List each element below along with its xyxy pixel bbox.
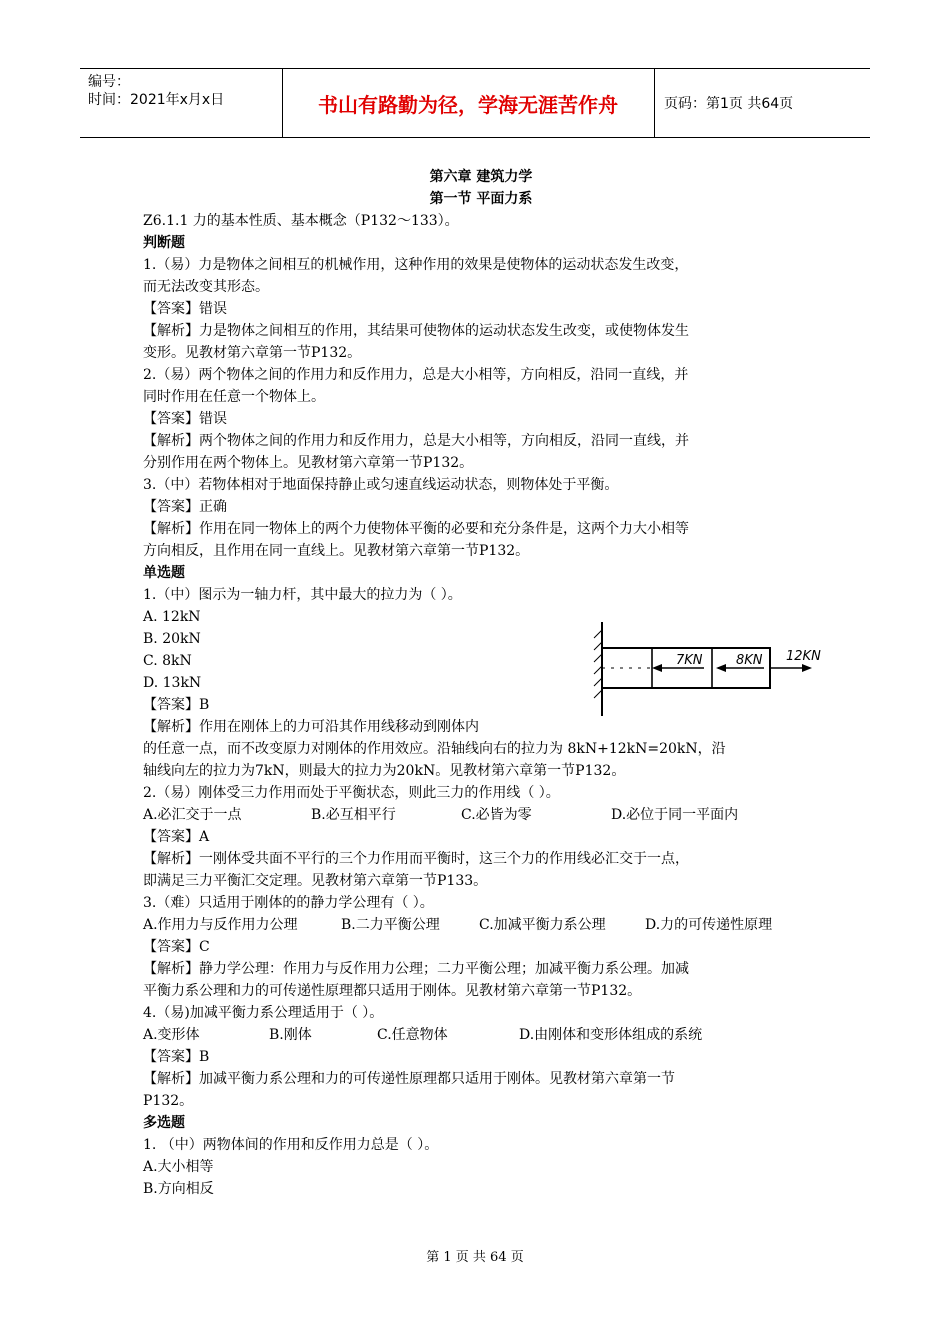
option-item: B.二力平衡公理 bbox=[341, 917, 440, 933]
time-label: 时间：2021年x月x日 bbox=[88, 92, 225, 108]
text-line: A.大小相等 bbox=[143, 1159, 214, 1175]
text-line: 【答案】C bbox=[143, 939, 210, 955]
text-line: 同时作用在任意一个物体上。 bbox=[143, 389, 325, 405]
header-left bbox=[88, 73, 224, 109]
section-heading: 多选题 bbox=[143, 1115, 185, 1131]
text-line: 平衡力系公理和力的可传递性原理都只适用于刚体。见教材第六章第一节P132。 bbox=[143, 983, 642, 999]
text-line: A. 12kN bbox=[143, 609, 201, 625]
text-line: 【答案】正确 bbox=[143, 499, 227, 515]
option-item: D.力的可传递性原理 bbox=[645, 917, 773, 933]
number-label: 编号： bbox=[88, 74, 130, 90]
option-item: A.变形体 bbox=[143, 1027, 200, 1043]
arrowhead bbox=[652, 664, 662, 672]
text-line: 分别作用在两个物体上。见教材第六章第一节P132。 bbox=[143, 455, 474, 471]
text-line: 【解析】一刚体受共面不平行的三个力作用而平衡时，这三个力的作用线必汇交于一点， bbox=[143, 851, 689, 867]
text-line: 方向相反，且作用在同一直线上。见教材第六章第一节P132。 bbox=[143, 543, 530, 559]
text-line: P132。 bbox=[143, 1093, 194, 1109]
text-line: 【答案】B bbox=[143, 1049, 210, 1065]
option-item: A.必汇交于一点 bbox=[143, 807, 242, 823]
option-row bbox=[143, 914, 819, 936]
text-line: 【答案】B bbox=[143, 697, 210, 713]
text-line: 【解析】加减平衡力系公理和力的可传递性原理都只适用于刚体。见教材第六章第一节 bbox=[143, 1071, 675, 1087]
text-line: 【解析】两个物体之间的作用力和反作用力，总是大小相等，方向相反，沿同一直线，并 bbox=[143, 433, 689, 449]
text-line: D. 13kN bbox=[143, 675, 202, 691]
force-label-12kn: 12KN bbox=[786, 649, 821, 664]
text-line: 轴线向左的拉力为7kN，则最大的拉力为20kN。见教材第六章第一节P132。 bbox=[143, 763, 626, 779]
arrowhead bbox=[716, 664, 726, 672]
text-line: Z6.1.1 力的基本性质、基本概念（P132～133）。 bbox=[143, 213, 459, 229]
wall-hatching bbox=[594, 630, 602, 698]
text-line: B.方向相反 bbox=[143, 1181, 214, 1197]
header-divider bbox=[654, 69, 655, 137]
text-line: 而无法改变其形态。 bbox=[143, 279, 269, 295]
option-item: A.作用力与反作用力公理 bbox=[143, 917, 298, 933]
page-header bbox=[80, 68, 870, 138]
text-line: 的任意一点，而不改变原力对刚体的作用效应。沿轴线向右的拉力为 8kN+12kN=20kN，沿 bbox=[143, 741, 726, 757]
page-footer: 第 1 页 共 64 页 bbox=[426, 1250, 524, 1265]
section-heading: 判断题 bbox=[143, 235, 185, 251]
header-page-info: 页码：第1页 共64页 bbox=[664, 96, 794, 112]
option-item: B.必互相平行 bbox=[311, 807, 396, 823]
text-line: 【答案】错误 bbox=[143, 411, 227, 427]
section-heading: 单选题 bbox=[143, 565, 185, 581]
option-row bbox=[143, 804, 819, 826]
axial-bar-figure bbox=[592, 620, 854, 720]
text-line: 1.（中）图示为一轴力杆，其中最大的拉力为（ ）。 bbox=[143, 587, 462, 603]
text-line: 变形。见教材第六章第一节P132。 bbox=[143, 345, 362, 361]
arrowhead bbox=[802, 664, 812, 672]
force-label-7kn: 7KN bbox=[676, 653, 703, 668]
text-line: 4.（易)加减平衡力系公理适用于（ ）。 bbox=[143, 1005, 384, 1021]
text-line: 3.（中）若物体相对于地面保持静止或匀速直线运动状态，则物体处于平衡。 bbox=[143, 477, 619, 493]
text-line: 3.（难）只适用于刚体的的静力学公理有（ ）。 bbox=[143, 895, 434, 911]
text-line: 即满足三力平衡汇交定理。见教材第六章第一节P133。 bbox=[143, 873, 488, 889]
chapter-title: 第一节 平面力系 bbox=[429, 191, 533, 207]
text-line: 1.（易）力是物体之间相互的机械作用，这种作用的效果是使物体的运动状态发生改变， bbox=[143, 257, 689, 273]
text-line: 1. （中）两物体间的作用和反作用力总是（ ）。 bbox=[143, 1137, 439, 1153]
text-line: 【解析】静力学公理：作用力与反作用力公理；二力平衡公理；加减平衡力系公理。加减 bbox=[143, 961, 689, 977]
option-item: C.必皆为零 bbox=[461, 807, 532, 823]
text-line: C. 8kN bbox=[143, 653, 192, 669]
option-item: B.刚体 bbox=[269, 1027, 312, 1043]
option-item: C.任意物体 bbox=[377, 1027, 448, 1043]
text-line: B. 20kN bbox=[143, 631, 201, 647]
text-line: 【解析】作用在同一物体上的两个力使物体平衡的必要和充分条件是，这两个力大小相等 bbox=[143, 521, 689, 537]
force-label-8kn: 8KN bbox=[736, 653, 763, 668]
text-line: 2.（易）两个物体之间的作用力和反作用力，总是大小相等，方向相反，沿同一直线，并 bbox=[143, 367, 689, 383]
option-item: C.加减平衡力系公理 bbox=[479, 917, 606, 933]
text-line: 2.（易）刚体受三力作用而处于平衡状态，则此三力的作用线（ ）。 bbox=[143, 785, 560, 801]
text-line: 【答案】错误 bbox=[143, 301, 227, 317]
option-row bbox=[143, 1024, 819, 1046]
chapter-title: 第六章 建筑力学 bbox=[429, 169, 533, 185]
header-motto: 书山有路勤为径，学海无涯苦作舟 bbox=[318, 92, 618, 117]
option-item: D.必位于同一平面内 bbox=[611, 807, 739, 823]
text-line: 【解析】作用在刚体上的力可沿其作用线移动到刚体内 bbox=[143, 719, 479, 735]
text-line: 【解析】力是物体之间相互的作用，其结果可使物体的运动状态发生改变，或使物体发生 bbox=[143, 323, 689, 339]
text-line: 【答案】A bbox=[143, 829, 210, 845]
option-item: D.由刚体和变形体组成的系统 bbox=[519, 1027, 703, 1043]
